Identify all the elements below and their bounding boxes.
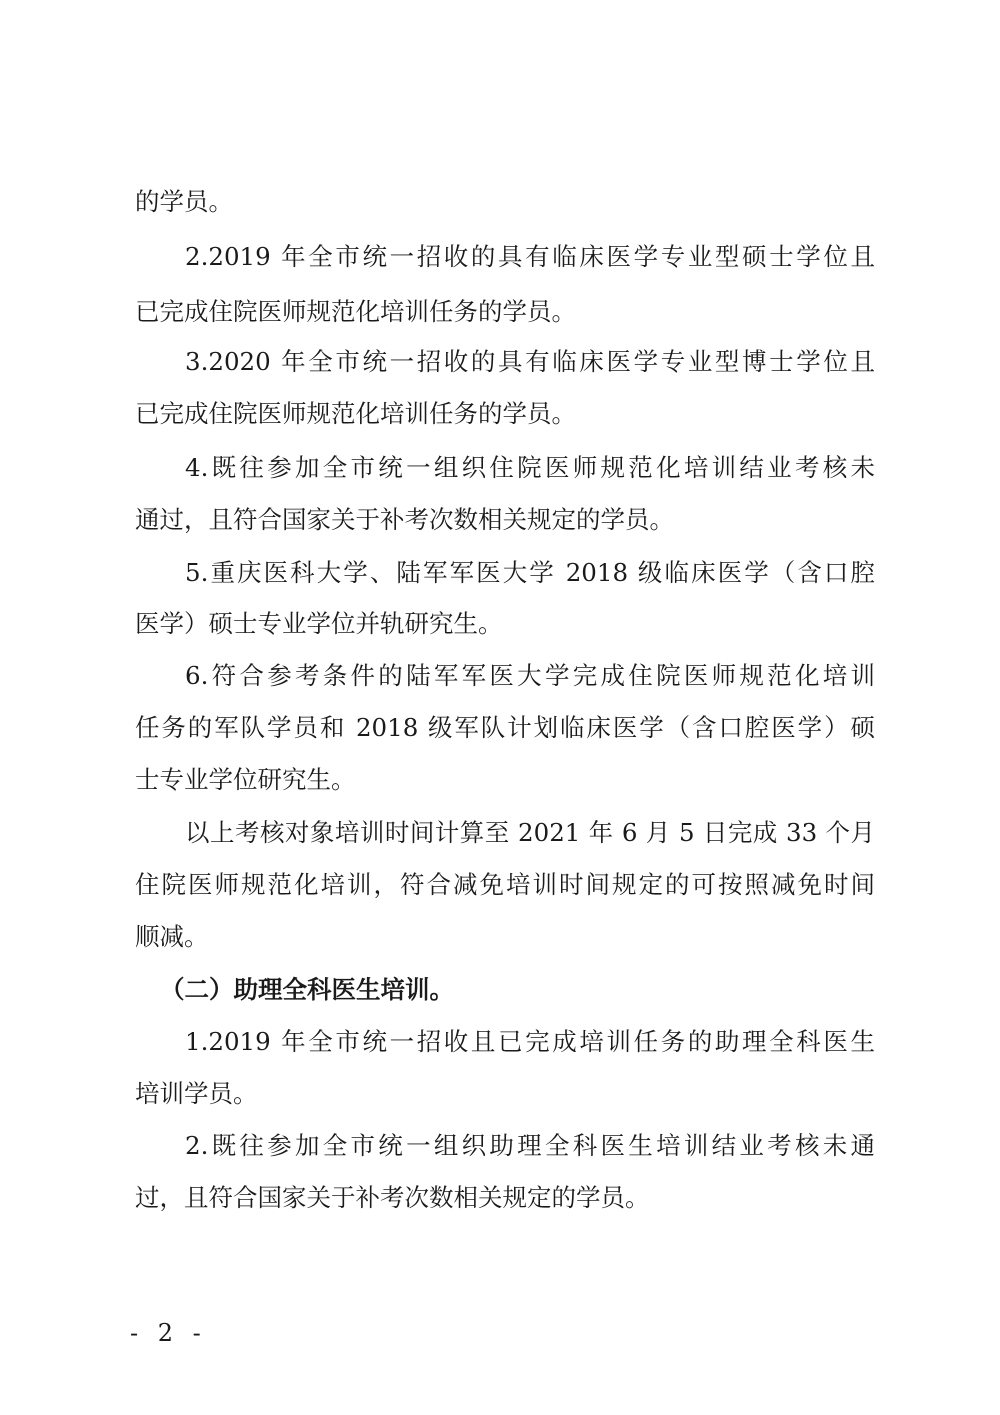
text-line: 1.2019 年全市统一招收且已完成培训任务的助理全科医生 — [185, 1027, 875, 1056]
text-line: 已完成住院医师规范化培训任务的学员。 — [135, 297, 576, 326]
text-line: 的学员。 — [135, 187, 233, 216]
text-line: 4.既往参加全市统一组织住院医师规范化培训结业考核未 — [185, 453, 875, 482]
text-line: 3.2020 年全市统一招收的具有临床医学专业型博士学位且 — [185, 347, 875, 376]
text-line: 2.既往参加全市统一组织助理全科医生培训结业考核未通 — [185, 1131, 875, 1160]
text-line: 任务的军队学员和 2018 级军队计划临床医学（含口腔医学）硕 — [135, 713, 875, 742]
text-line: 医学）硕士专业学位并轨研究生。 — [135, 609, 503, 638]
text-line: 已完成住院医师规范化培训任务的学员。 — [135, 399, 576, 428]
text-line: 顺减。 — [135, 922, 209, 951]
text-line: 2.2019 年全市统一招收的具有临床医学专业型硕士学位且 — [185, 242, 875, 271]
text-line: 通过，且符合国家关于补考次数相关规定的学员。 — [135, 505, 674, 534]
text-line: 过，且符合国家关于补考次数相关规定的学员。 — [135, 1183, 650, 1212]
section-heading: （二）助理全科医生培训。 — [160, 975, 454, 1004]
text-line: 住院医师规范化培训，符合减免培训时间规定的可按照减免时间 — [135, 870, 875, 899]
text-line: 士专业学位研究生。 — [135, 765, 356, 794]
text-line: 以上考核对象培训时间计算至 2021 年 6 月 5 日完成 33 个月 — [185, 818, 875, 847]
text-line: 6.符合参考条件的陆军军医大学完成住院医师规范化培训 — [185, 661, 875, 690]
page-number: - 2 - — [130, 1319, 207, 1347]
text-line: 培训学员。 — [135, 1079, 258, 1108]
text-line: 5.重庆医科大学、陆军军医大学 2018 级临床医学（含口腔 — [185, 558, 875, 587]
